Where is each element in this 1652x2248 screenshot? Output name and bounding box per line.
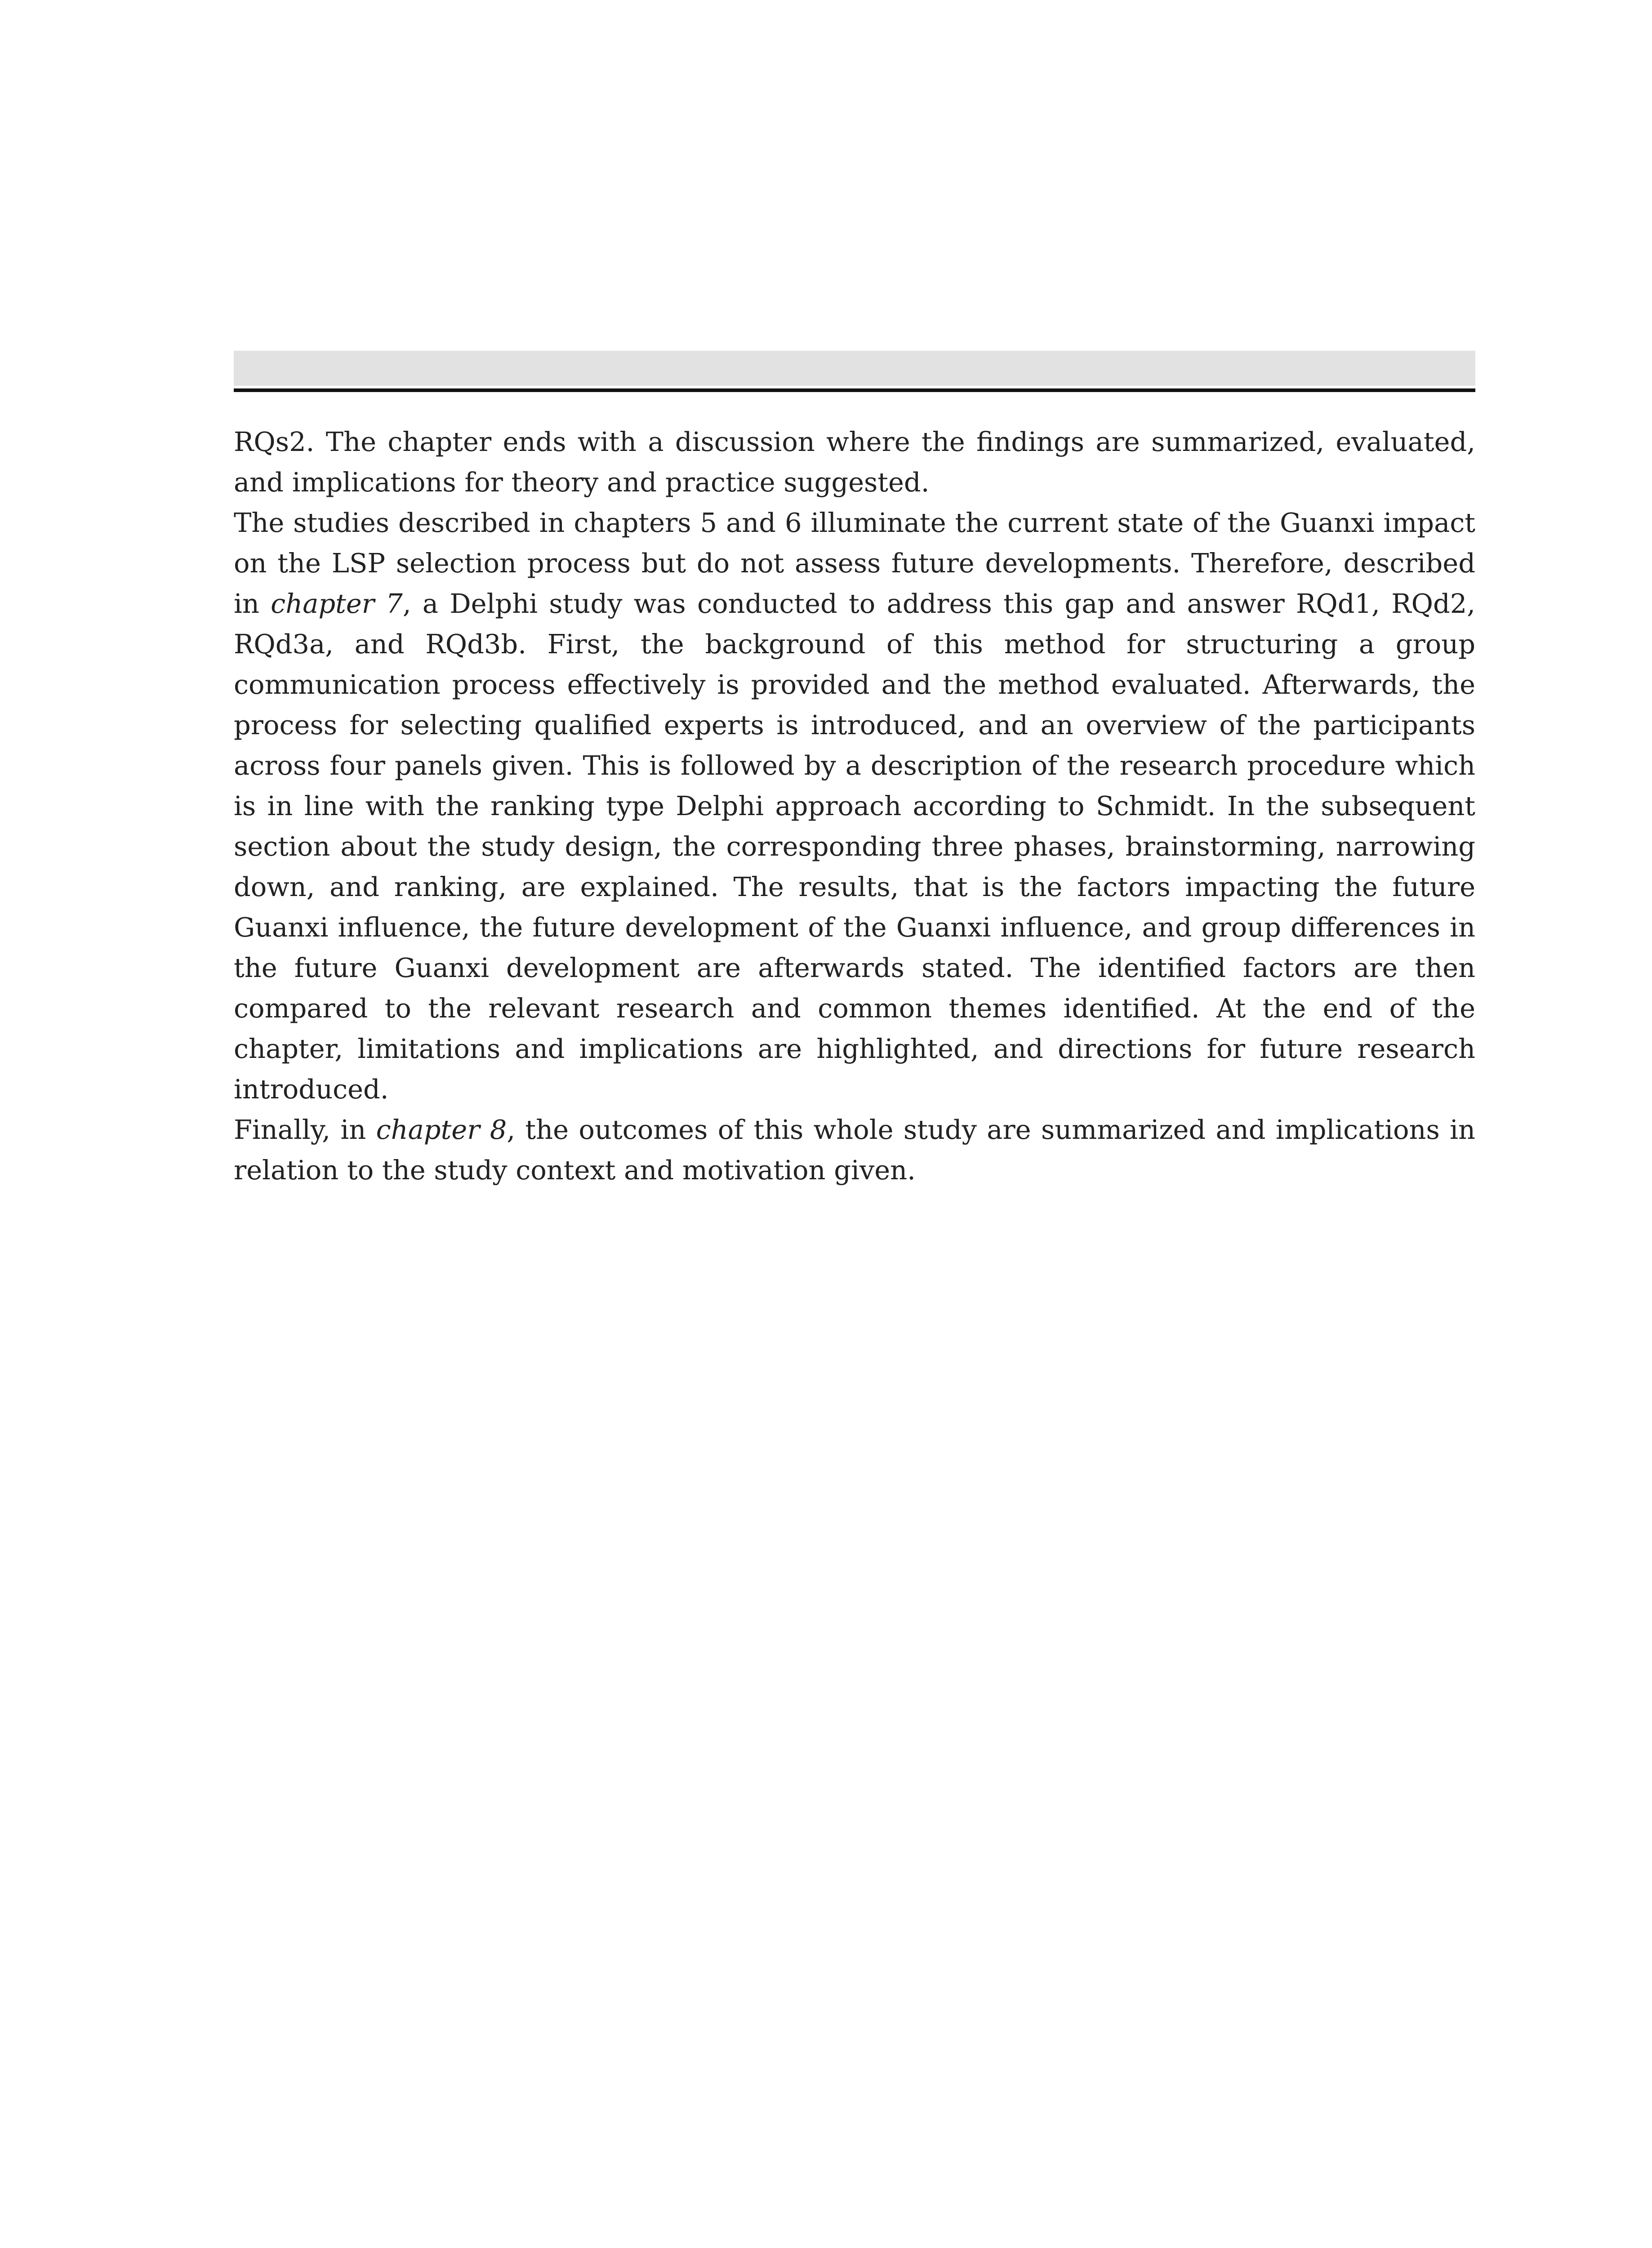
- paragraph: [234, 422, 1475, 503]
- paragraph: [234, 1110, 1475, 1191]
- chapter-reference: chapter 8: [376, 1114, 507, 1145]
- chapter-reference: chapter 7: [271, 588, 403, 619]
- paragraph-text: RQs2. The chapter ends with a discussion where the findings are summarized, evaluated, and implications for theory and practice suggested.: [234, 426, 1475, 498]
- paragraph-text: , a Delphi study was conducted to address this gap and answer RQd1, RQd2, RQd3a, and RQd3b. First, the background of this method for structuring a group communication process effectively is provided and the method evaluated. Afterwards, the process for selecting qualified experts is introduced, and an overview of the participants across four panels given. This is followed by a description of the research procedure which is in line with the ranking type Delphi approach according to Schmidt. In the subsequent section about the study design, the corresponding three phases, brainstorming, narrowing down, and ranking, are explained. The results, that is the factors impacting the future Guanxi influence, the future development of the Guanxi influence, and group differences in the future Guanxi development are afterwards stated. The identified factors are then compared to the relevant research and common themes identified. At the end of the chapter, limitations and implications are highlighted, and directions for future research introduced.: [234, 588, 1476, 1105]
- paragraph: [234, 503, 1475, 1110]
- paragraph-text: , the outcomes of this whole study are summarized and implications in relation to the study context and motivation given.: [234, 1114, 1475, 1186]
- running-header-band: [234, 351, 1475, 386]
- paragraph-text: Finally, in: [234, 1114, 376, 1145]
- paragraph-text: The studies described in chapters 5 and 6 illuminate the current state of the Guanxi impact on the LSP selection process but do not assess future developments. Therefore, described in: [234, 507, 1475, 619]
- body-text: [234, 422, 1475, 1191]
- header-rule: [234, 388, 1475, 392]
